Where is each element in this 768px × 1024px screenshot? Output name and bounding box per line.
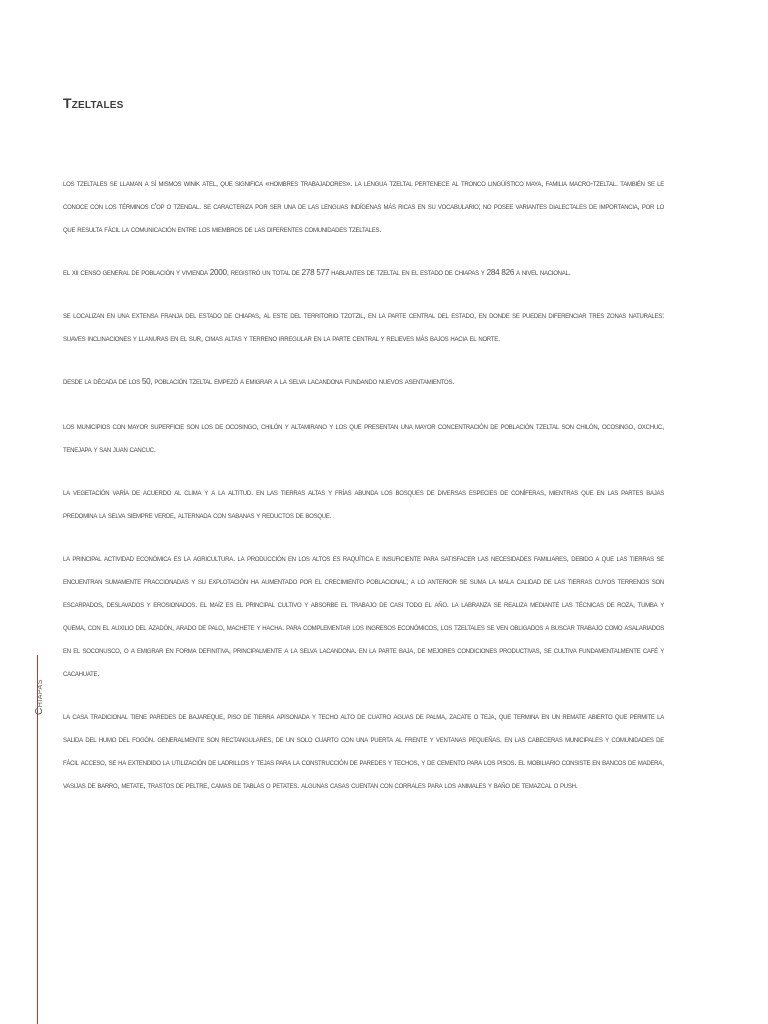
- paragraph-municipalities: los municipios con mayor superficie son los de ocosingo, chilón y altamirano y los que presentan una mayor concentración de población tzeltal son chilón, ocosingo, oxchuc, tenejapa y san juan cancuc.: [63, 422, 664, 454]
- paragraph-economy: la principal actividad económica es la agricultura. la producción en los altos es raquítica e insuficiente para satisfacer las necesidades familiares, debido a que las tierras se encuentran sumamente fraccionadas y su explotación ha aumentado por el crecimiento poblacional; a lo anterior se suma la mala calidad de las tierras cuyos terrenos son escarpados, deslavados y erosionados. el maíz es el principal cultivo y absorbe el trabajo de casi todo el año. la labranza se realiza mediante las técnicas de roza, tumba y quema, con el auxilio del azadón, arado de palo, machete y hacha. para complementar los ingresos económicos, los tzeltales se ven obligados a buscar trabajo como asalariados en el soconusco, o a emigrar en forma definitiva, principalmente a la selva lacandona. en la parte baja, de mejores condiciones productivas, se cultiva fundamentalmente café y cacahuate.: [63, 554, 664, 678]
- section-label-chiapas: Chiapas: [34, 679, 45, 715]
- paragraph-housing: la casa tradicional tiene paredes de bajareque, piso de tierra apisonada y techo alto de cuatro aguas de palma, zacate o teja, que termina en un remate abierto que permite la salida del humo del fogón. generalmente son rectangulares, de un solo cuarto con una puerta al frente y ventanas pequeñas. en las cabeceras municipales y comunidades de fácil acceso, se ha extendido la utilización de ladrillos y tejas para la construcción de paredes y techos, y de cemento para los pisos. el mobiliario consiste en bancos de madera, vasijas de barro, metate, trastos de peltre, camas de tablas o petates. algunas casas cuentan con corrales para los animales y baño de temazcal o push.: [63, 712, 664, 790]
- body-text: [63, 172, 664, 797]
- paragraph-location: se localizan en una extensa franja del estado de chiapas, al este del territorio tzotzil, en la parte central del estado, en donde se pueden diferenciar tres zonas naturales: suaves inclinaciones y llanuras en el sur, cimas altas y terreno irregular en la parte central y relieves más bajos hacia el norte.: [63, 311, 664, 343]
- paragraph-migration: desde la década de los 50, población tzeltal empezó a emigrar a la selva lacandona fundando nuevos asentamientos.: [63, 377, 455, 386]
- paragraph-vegetation: la vegetación varía de acuerdo al clima y a la altitud. en las tierras altas y frías abunda los bosques de diversas especies de coníferas, mientras que en las partes bajas predomina la selva siempre verde, alternada con sabanas y reductos de bosque.: [63, 488, 664, 520]
- paragraph-census: el xii censo general de población y vivienda 2000, registró un total de 278 577 hablantes de tzeltal en el estado de chiapas y 284 826 a nivel nacional.: [63, 268, 571, 277]
- page-title: Tzeltales: [63, 95, 124, 112]
- paragraph-intro: los tzeltales se llaman a sí mismos winik atel, que significa «hombres trabajadores». la lengua tzeltal pertenece al tronco lingüístico maya, familia macro-tzeltal. también se le conoce con los términos c'op o tzendal. se caracteriza por ser una de las lenguas indígenas más ricas en su vocabulario; no posee variantes dialectales de importancia, por lo que resulta fácil la comunicación entre los miembros de las diferentes comunidades tzeltales.: [63, 179, 664, 234]
